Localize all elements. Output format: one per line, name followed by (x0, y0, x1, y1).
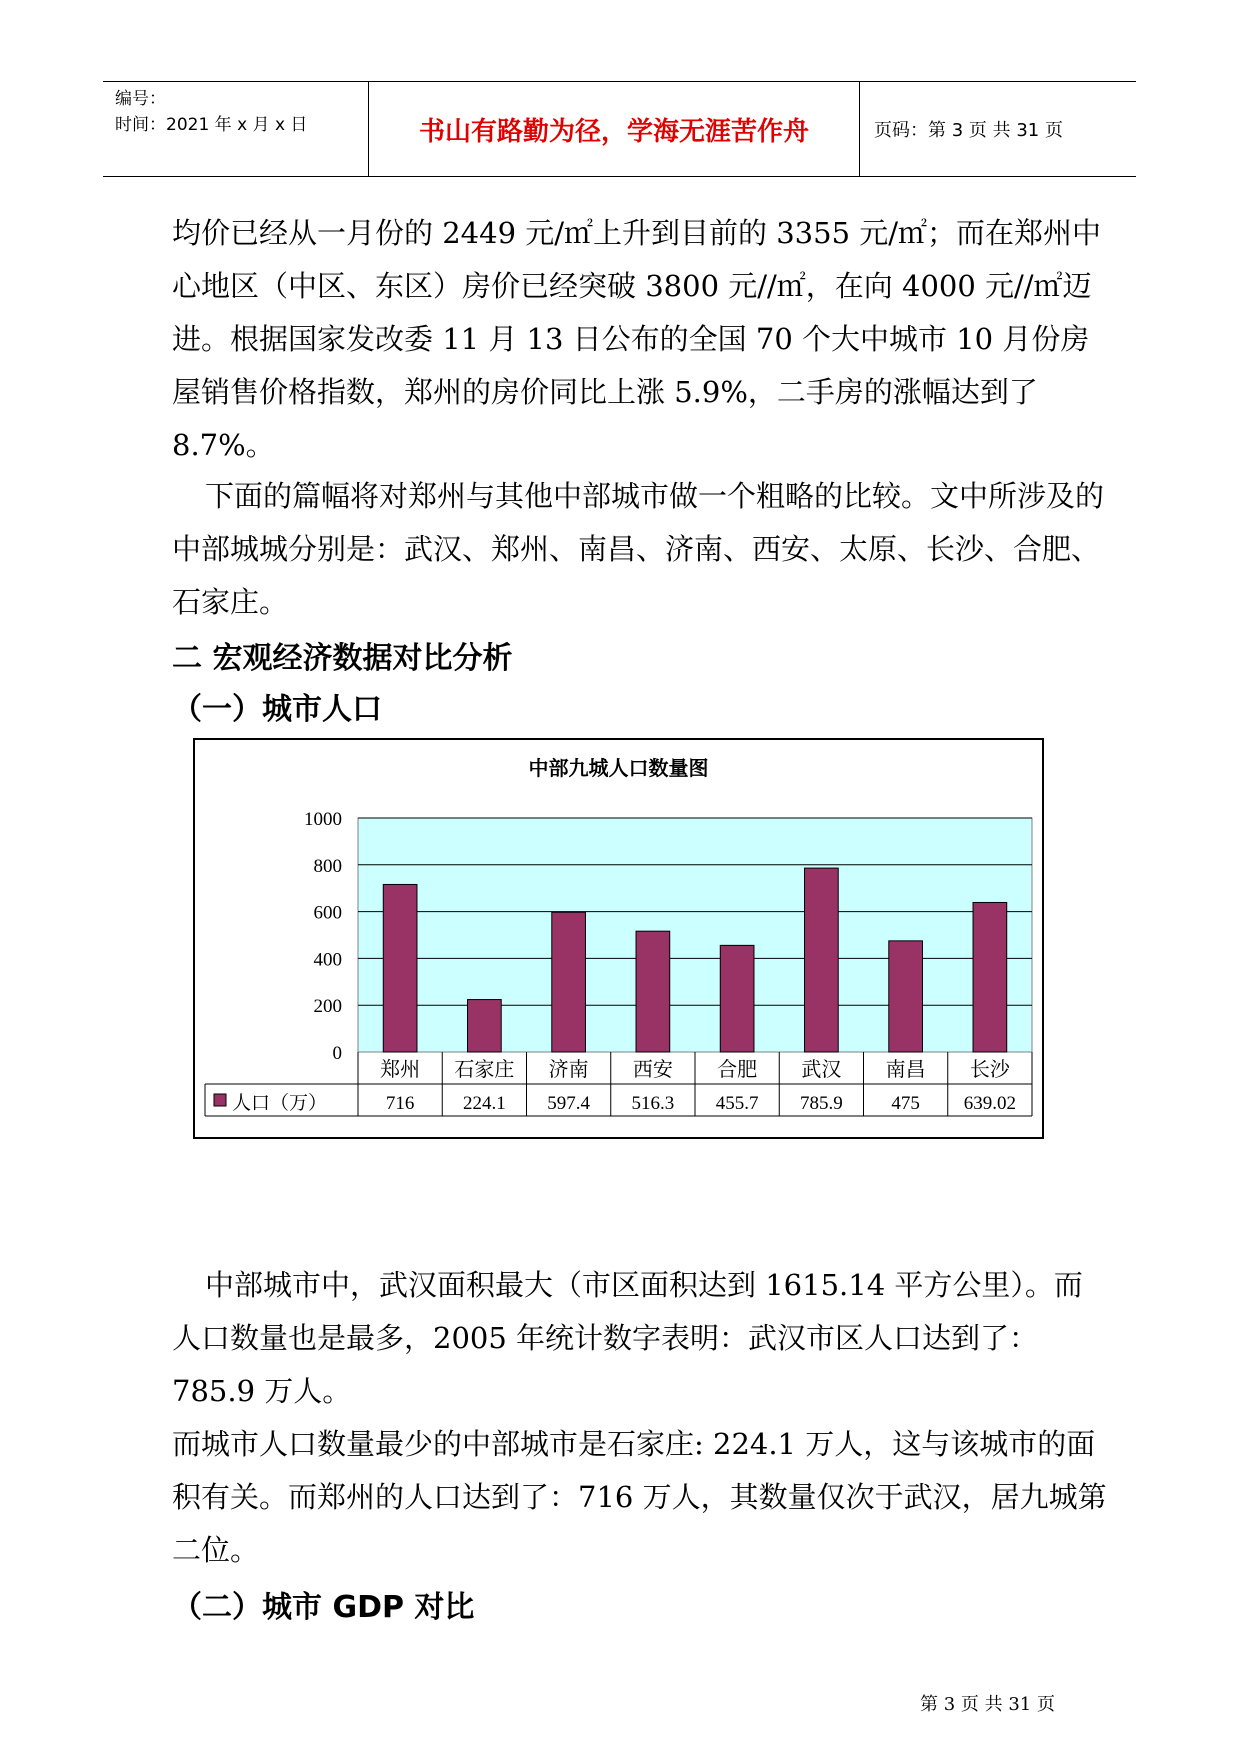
data-label: 639.02 (963, 1093, 1016, 1114)
y-tick-label: 600 (313, 902, 342, 924)
date-label: 时间：2021 年 x 月 x 日 (115, 115, 308, 135)
x-category-label: 长沙 (969, 1057, 1010, 1081)
bar (805, 868, 839, 1052)
y-tick-label: 800 (313, 855, 342, 877)
number-label: 编号： (115, 89, 166, 109)
paragraph-wuhan: 中部城市中，武汉面积最大（市区面积达到 1615.14 平方公里）。而人口数量也是最多，2005 年统计数字表明：武汉市区人口达到了：785.9 万人。 (172, 1268, 1083, 1408)
y-tick-label: 200 (313, 996, 342, 1018)
paragraph-intro: 下面的篇幅将对郑州与其他中部城市做一个粗略的比较。文中所涉及的中部城城分别是：武汉、郑州、南昌、济南、西安、太原、长沙、合肥、石家庄。 (172, 479, 1105, 619)
data-label: 785.9 (800, 1093, 843, 1114)
plot-area (358, 818, 1032, 1052)
chart-canvas (195, 740, 1046, 1141)
paragraph-price: 均价已经从一月份的 2449 元/㎡上升到目前的 3355 元/㎡；而在郑州中心地区（中区、东区）房价已经突破 3800 元//㎡，在向 4000 元//㎡迈进。根据国家发改委 11 月 13 日公布的全国 70 个大中城市 10 月份房屋销售价格指数，郑州的房价同比上涨 5.9%，二手房的涨幅达到了 8.7%。 (172, 216, 1102, 462)
data-label: 716 (385, 1093, 415, 1114)
data-label: 455.7 (715, 1093, 759, 1114)
x-category-label: 南昌 (885, 1057, 926, 1081)
paragraph-shijiazhuang: 而城市人口数量最少的中部城市是石家庄: 224.1 万人，这与该城市的面积有关。而郑州的人口达到了：716 万人，其数量仅次于武汉，居九城第二位。 (172, 1427, 1107, 1567)
bar (973, 902, 1007, 1052)
y-tick-label: 1000 (304, 809, 342, 830)
y-tick-label: 400 (313, 949, 342, 971)
population-chart (193, 738, 1044, 1139)
chart-title: 中部九城人口数量图 (528, 756, 709, 780)
page-footer: 第 3 页 共 31 页 (920, 1694, 1055, 1715)
page-header (103, 81, 1136, 177)
section-heading: 二 宏观经济数据对比分析 (172, 641, 513, 676)
x-category-label: 武汉 (801, 1057, 842, 1081)
bar (383, 884, 417, 1052)
x-category-label: 济南 (548, 1057, 589, 1081)
data-label: 516.3 (631, 1093, 675, 1114)
legend-swatch (214, 1094, 226, 1106)
x-category-label: 郑州 (380, 1057, 421, 1081)
legend-label: 人口（万） (232, 1092, 328, 1114)
subsection-heading-gdp: （二）城市 GDP 对比 (172, 1590, 475, 1625)
y-tick-label: 0 (332, 1043, 342, 1064)
bar (636, 931, 670, 1052)
bar (468, 1000, 502, 1052)
data-label: 597.4 (547, 1093, 590, 1114)
bar (889, 941, 923, 1052)
header-page-info: 页码：第 3 页 共 31 页 (874, 120, 1063, 141)
header-motto: 书山有路勤为径，学海无涯苦作舟 (368, 82, 860, 176)
x-category-label: 合肥 (717, 1057, 758, 1081)
x-category-label: 西安 (632, 1057, 673, 1081)
x-category-label: 石家庄 (454, 1057, 515, 1081)
subsection-heading-population: （一）城市人口 (172, 692, 382, 727)
header-meta (103, 82, 368, 176)
bar (552, 912, 586, 1052)
data-label: 475 (891, 1093, 920, 1114)
data-label: 224.1 (463, 1093, 506, 1114)
bar (720, 945, 754, 1052)
